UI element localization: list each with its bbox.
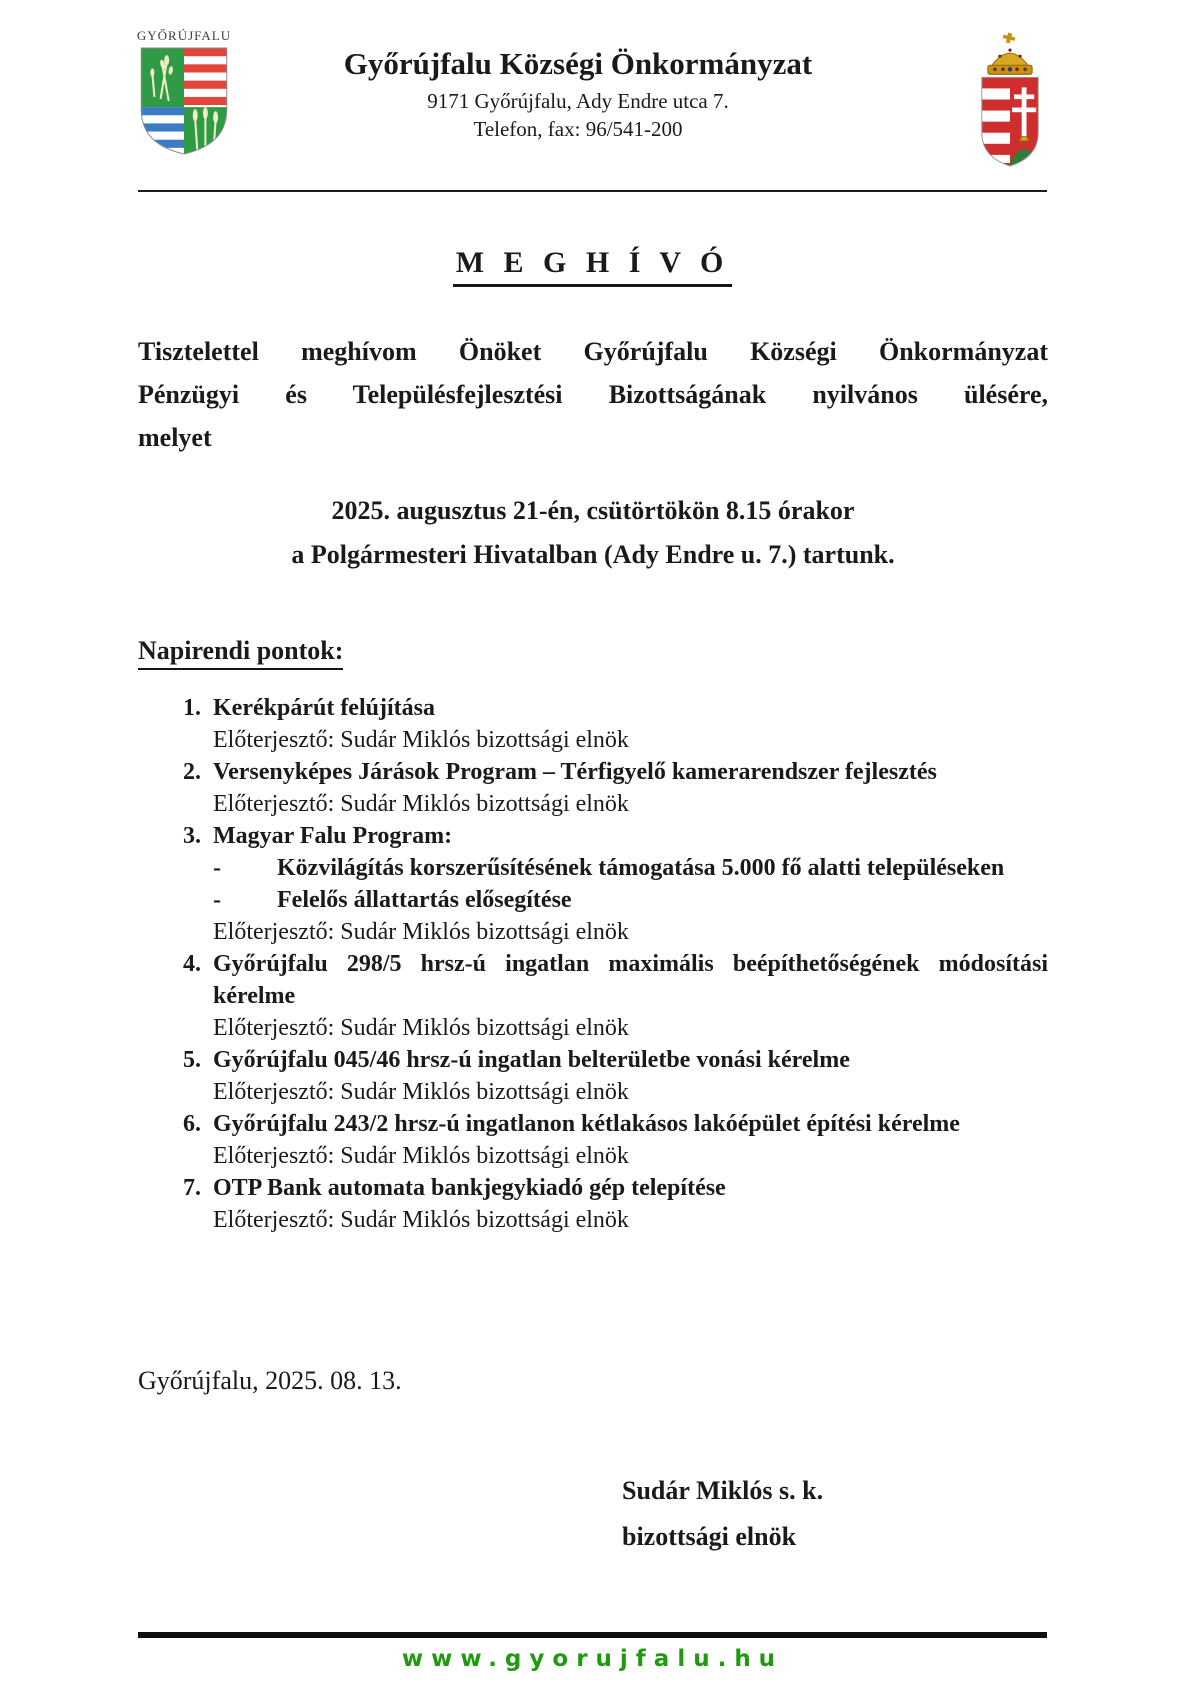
- header-divider: [138, 190, 1047, 192]
- agenda-subitem-text: Felelős állattartás elősegítése: [277, 887, 572, 913]
- agenda-item-presenter: Előterjesztő: Sudár Miklós bizottsági elnök: [213, 1207, 629, 1233]
- agenda-item-number: 1.: [183, 695, 201, 721]
- intro-paragraph: [138, 330, 1048, 459]
- document-title-row: [138, 246, 1047, 280]
- agenda-item-number: 3.: [183, 823, 201, 849]
- agenda-item: [138, 756, 1048, 820]
- agenda-item-presenter: Előterjesztő: Sudár Miklós bizottsági elnök: [213, 791, 629, 817]
- agenda-item-title: Magyar Falu Program:: [213, 823, 453, 849]
- agenda-item-presenter: Előterjesztő: Sudár Miklós bizottsági elnök: [213, 1143, 629, 1169]
- agenda-item-title: Győrújfalu 298/5 hrsz-ú ingatlan maximális beépíthetőségének módosítási kérelme: [213, 951, 1048, 1009]
- agenda-item-number: 5.: [183, 1047, 201, 1073]
- agenda-heading-row: [138, 636, 343, 666]
- agenda-subitem: [213, 884, 1048, 916]
- letterhead: [138, 46, 1018, 142]
- dash-marker: -: [213, 855, 221, 881]
- agenda-heading: Napirendi pontok:: [138, 636, 343, 670]
- website-url: www.gyorujfalu.hu: [401, 1646, 784, 1672]
- organization-name: Győrújfalu Községi Önkormányzat: [343, 46, 813, 81]
- agenda-item: [138, 692, 1048, 756]
- signatory-name: Sudár Miklós s. k.: [622, 1476, 824, 1505]
- agenda-item: [138, 1108, 1048, 1172]
- agenda-item-presenter: Előterjesztő: Sudár Miklós bizottsági elnök: [213, 919, 629, 945]
- signature-block: [622, 1468, 823, 1560]
- intro-line: Pénzügyi és Településfejlesztési Bizottságának nyilvános ülésére,: [138, 380, 1048, 409]
- agenda-list: [138, 692, 1048, 1236]
- agenda-item-title: Kerékpárút felújítása: [213, 695, 435, 721]
- agenda-item: [138, 1172, 1048, 1236]
- agenda-item-number: 6.: [183, 1111, 201, 1137]
- agenda-item-title: OTP Bank automata bankjegykiadó gép telepítése: [213, 1175, 726, 1201]
- meeting-details: [138, 489, 1048, 577]
- agenda-item: [138, 948, 1048, 1044]
- agenda-item-number: 4.: [183, 951, 201, 977]
- agenda-item-presenter: Előterjesztő: Sudár Miklós bizottsági elnök: [213, 1079, 629, 1105]
- address-line: 9171 Győrújfalu, Ady Endre utca 7.: [427, 89, 729, 113]
- signatory-role: bizottsági elnök: [622, 1522, 797, 1551]
- agenda-item-title: Győrújfalu 045/46 hrsz-ú ingatlan belterületbe vonási kérelme: [213, 1047, 850, 1073]
- dash-marker: -: [213, 887, 221, 913]
- intro-line: melyet: [138, 423, 212, 452]
- agenda-item-number: 2.: [183, 759, 201, 785]
- agenda-item-presenter: Előterjesztő: Sudár Miklós bizottsági elnök: [213, 727, 629, 753]
- intro-line: Tisztelettel meghívom Önöket Győrújfalu Községi Önkormányzat: [138, 337, 1048, 366]
- agenda-item-title: Versenyképes Járások Program – Térfigyelő kamerarendszer fejlesztés: [213, 759, 937, 785]
- agenda-item-presenter: Előterjesztő: Sudár Miklós bizottsági elnök: [213, 1015, 629, 1041]
- agenda-item-title: Győrújfalu 243/2 hrsz-ú ingatlanon kétlakásos lakóépület építési kérelme: [213, 1111, 960, 1137]
- meeting-location: a Polgármesteri Hivatalban (Ady Endre u. 7.) tartunk.: [291, 540, 895, 569]
- phone-line: Telefon, fax: 96/541-200: [473, 117, 683, 141]
- date-place-line: Győrújfalu, 2025. 08. 13.: [138, 1366, 402, 1395]
- document-title: M E G H Í V Ó: [453, 246, 733, 287]
- agenda-item: [138, 1044, 1048, 1108]
- meeting-datetime: 2025. augusztus 21-én, csütörtökön 8.15 órakor: [331, 496, 855, 525]
- village-crest-label: GYŐRÚJFALU: [136, 28, 232, 43]
- footer-divider: [138, 1632, 1047, 1638]
- agenda-subitem: [213, 852, 1048, 884]
- agenda-subitem-text: Közvilágítás korszerűsítésének támogatása 5.000 fő alatti településeken: [277, 855, 1005, 881]
- agenda-item-number: 7.: [183, 1175, 201, 1201]
- agenda-item: [138, 820, 1048, 948]
